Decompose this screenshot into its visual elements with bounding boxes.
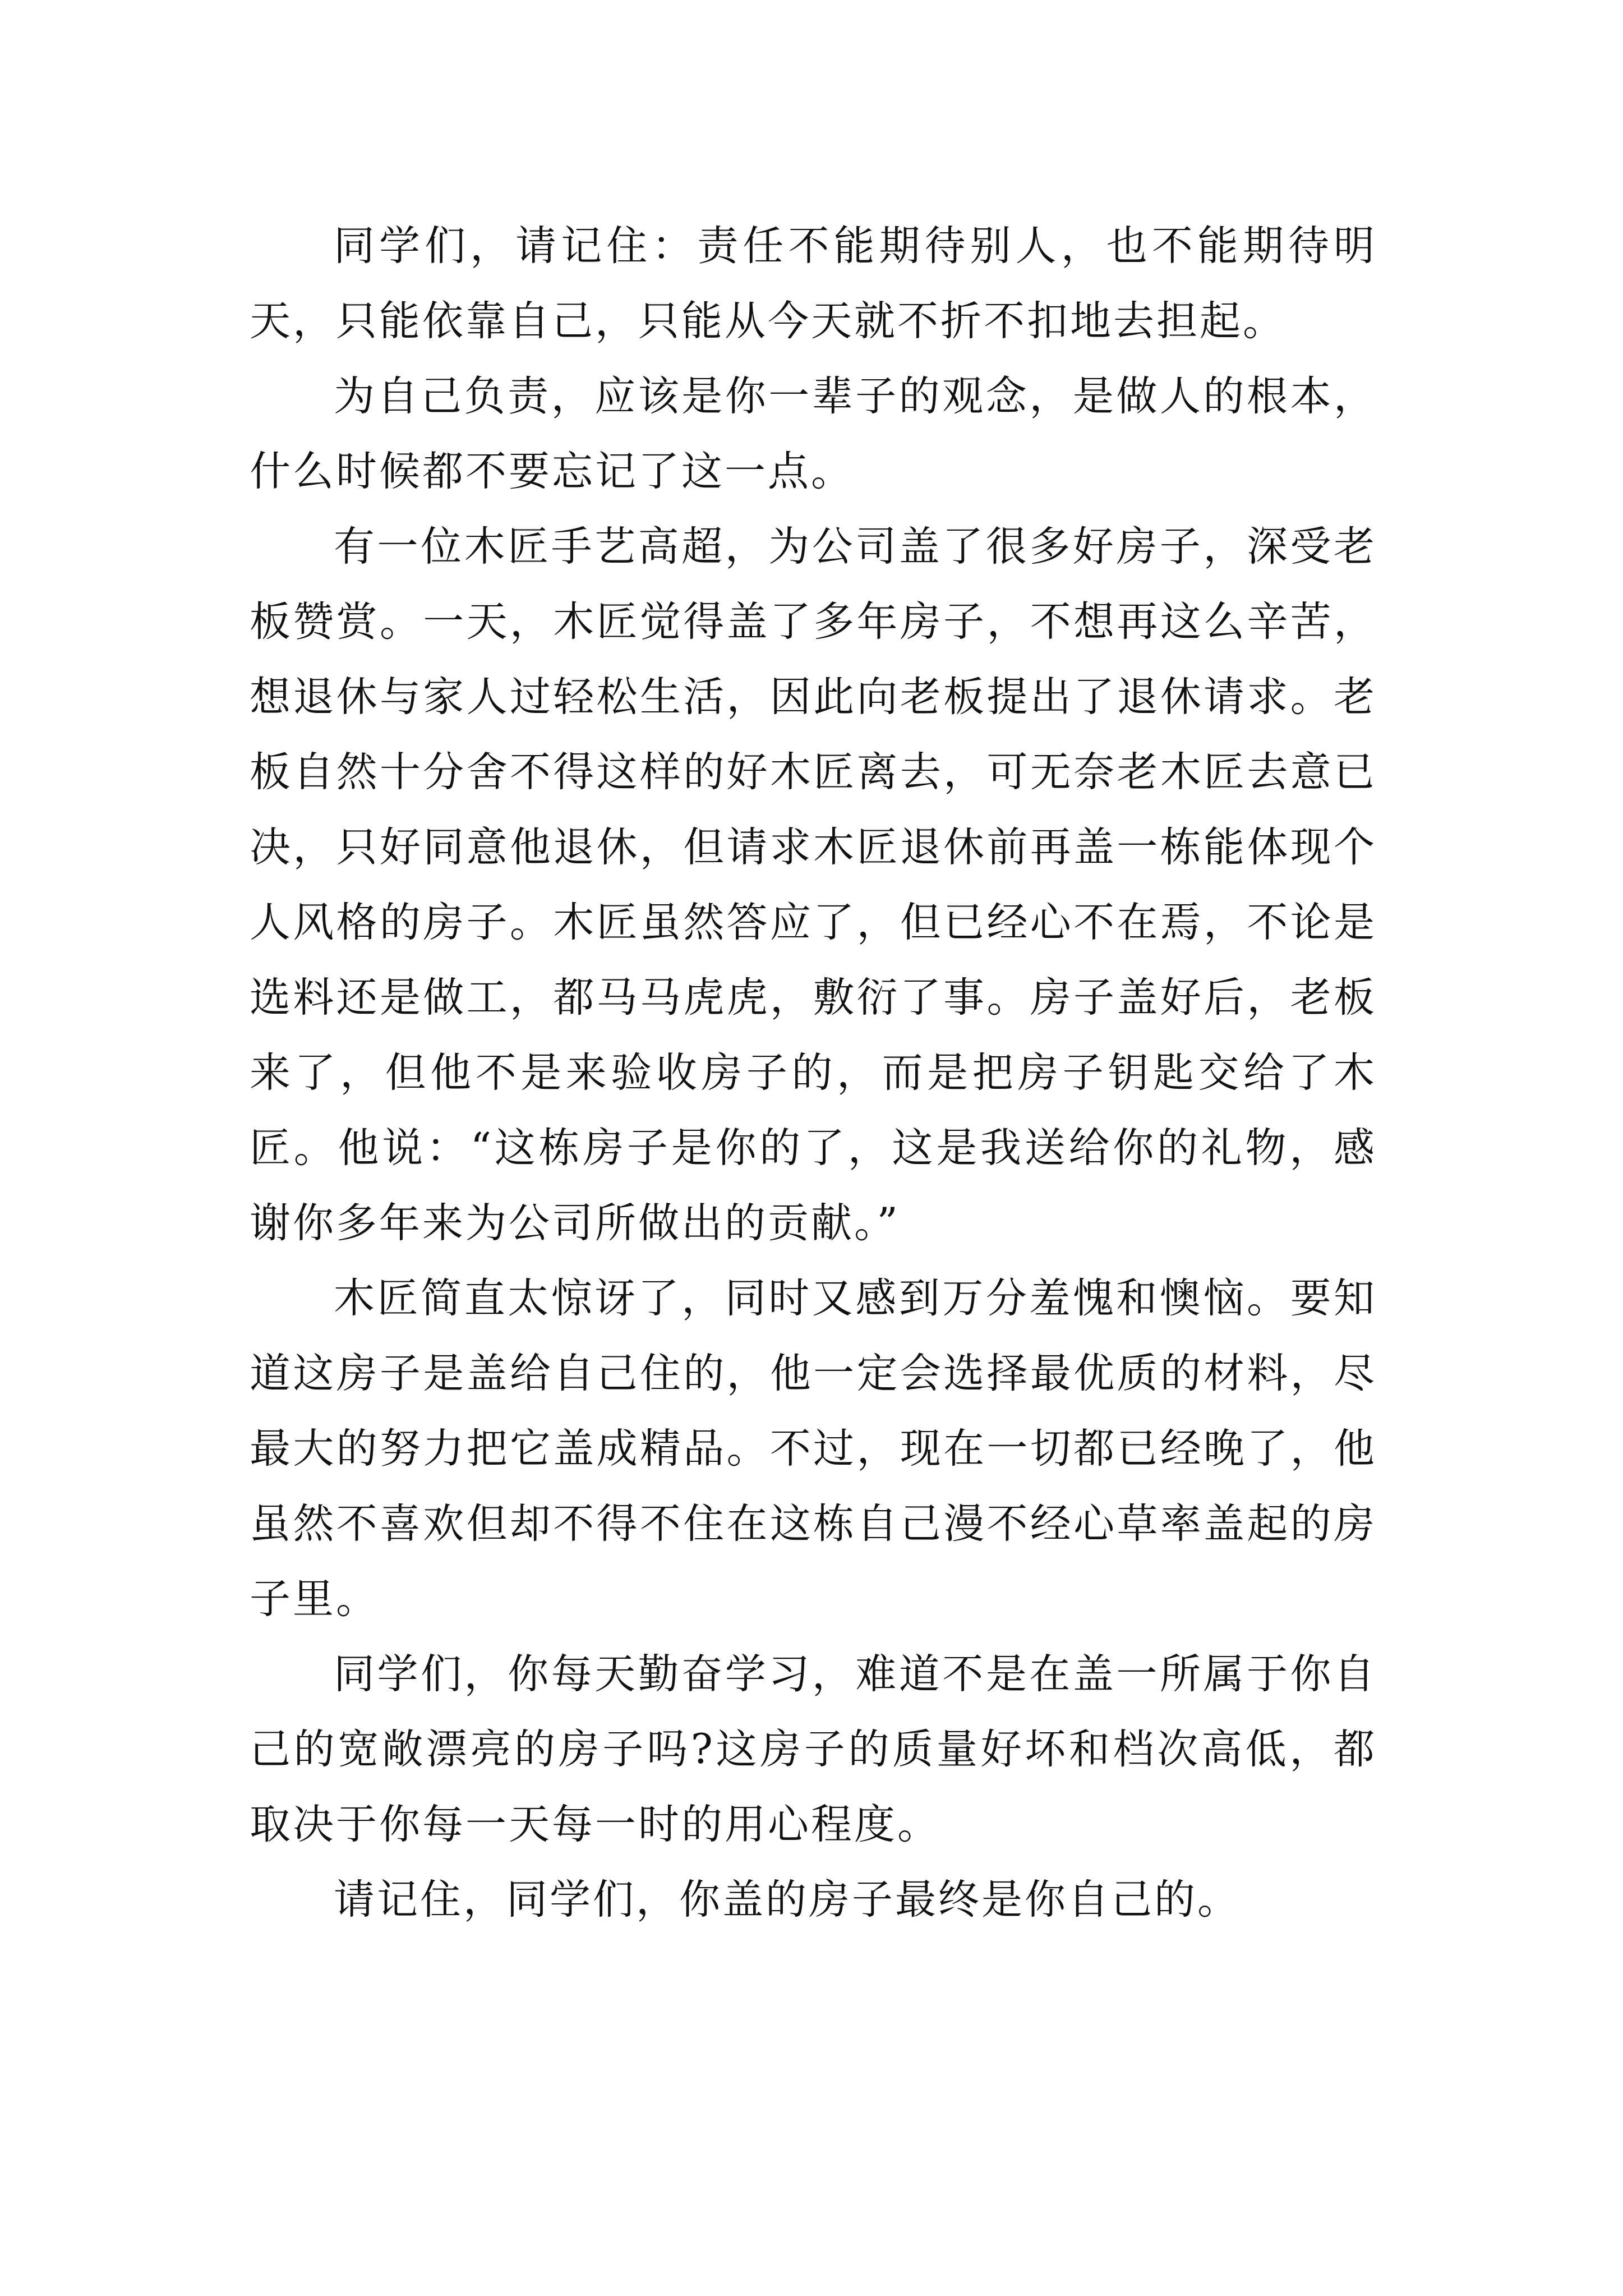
paragraph-2: 为自己负责，应该是你一辈子的观念，是做人的根本，什么时候都不要忘记了这一点。 bbox=[250, 372, 1377, 495]
paragraph-3: 有一位木匠手艺高超，为公司盖了很多好房子，深受老板赞赏。一天，木匠觉得盖了多年房子，不想再这么辛苦，想退休与家人过轻松生活，因此向老板提出了退休请求。老板自然十分舍不得这样的好木匠离去，可无奈老木匠去意已决，只好同意他退休，但请求木匠退休前再盖一栋能体现个人风格的房子。木匠虽然答应了，但已经心不在焉，不论是选料还是做工，都马马虎虎，敷衍了事。房子盖好后，老板来了，但他不是来验收房子的，而是把房子钥匙交给了木匠。他说：“这栋房子是你的了，这是我送给你的礼物，感谢你多年来为公司所做出的贡献。” bbox=[250, 523, 1377, 1247]
paragraph-5: 同学们，你每天勤奋学习，难道不是在盖一所属于你自己的宽敞漂亮的房子吗?这房子的质量好坏和档次高低，都取决于你每一天每一时的用心程度。 bbox=[250, 1650, 1377, 1848]
paragraph-6: 请记住，同学们，你盖的房子最终是你自己的。 bbox=[334, 1876, 1241, 1924]
paragraph-4: 木匠简直太惊讶了，同时又感到万分羞愧和懊恼。要知道这房子是盖给自己住的，他一定会选择最优质的材料，尽最大的努力把它盖成精品。不过，现在一切都已经晚了，他虽然不喜欢但却不得不住在这栋自己漫不经心草率盖起的房子里。 bbox=[250, 1274, 1377, 1623]
paragraph-1: 同学们，请记住：责任不能期待别人，也不能期待明天，只能依靠自己，只能从今天就不折不扣地去担起。 bbox=[250, 222, 1377, 345]
document-body bbox=[250, 209, 1377, 1938]
